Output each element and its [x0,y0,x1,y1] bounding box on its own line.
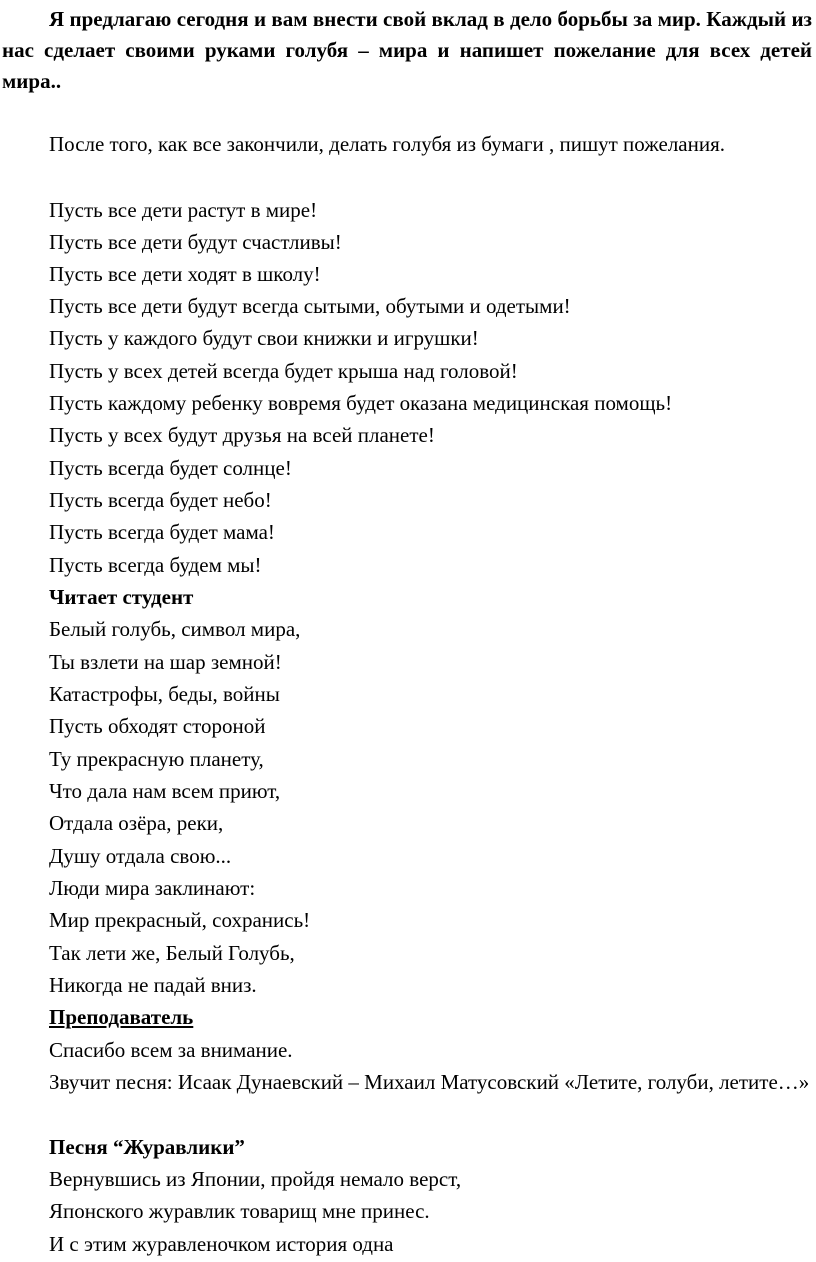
wish-line: Пусть все дети ходят в школу! [49,262,321,286]
wish-line: Пусть у всех детей всегда будет крыша над головой! [49,359,518,383]
poem-line: Отдала озёра, реки, [49,811,224,835]
wish-line: Пусть всегда будет солнце! [49,456,292,480]
wish-line: Пусть всегда будет мама! [49,520,275,544]
thanks-line: Спасибо всем за внимание. [49,1038,293,1062]
song-line: И с этим журавленочком история одна [49,1232,394,1256]
intro-paragraph: Я предлагаю сегодня и вам внести свой вклад в дело борьбы за мир. Каждый из нас сделает своими руками голубя – мира и напишет пожелание для всех детей мира.. [2,7,812,93]
poem-line: Пусть обходят стороной [49,714,266,738]
poem-line: Так лети же, Белый Голубь, [49,941,295,965]
wish-line: Пусть каждому ребенку вовремя будет оказана медицинская помощь! [49,391,673,415]
after-paragraph: После того, как все закончили, делать голубя из бумаги , пишут пожелания. [49,132,725,156]
wish-line: Пусть у каждого будут свои книжки и игрушки! [49,326,479,350]
poem-line: Душу отдала свою... [49,844,232,868]
wish-line: Пусть все дети растут в мире! [49,198,318,222]
poem-line: Никогда не падай вниз. [49,973,257,997]
teacher-heading: Преподаватель [49,1005,194,1029]
wish-line: Пусть у всех будут друзья на всей планете! [49,423,435,447]
wish-line: Пусть всегда будем мы! [49,553,262,577]
poem-line: Что дала нам всем приют, [49,779,281,803]
song-line: Вернувшись из Японии, пройдя немало верст, [49,1167,462,1191]
poem-line: Ты взлети на шар земной! [49,650,282,674]
poem-line: Люди мира заклинают: [49,876,256,900]
poem-line: Катастрофы, беды, войны [49,682,280,706]
poem-line: Мир прекрасный, сохранись! [49,908,311,932]
song-intro-paragraph: Звучит песня: Исаак Дунаевский – Михаил Матусовский «Летите, голуби, летите…» [49,1070,810,1094]
song-line: Японского журавлик товарищ мне принес. [49,1199,430,1223]
student-heading: Читает студент [49,585,194,609]
wish-line: Пусть все дети будут всегда сытыми, обутыми и одетыми! [49,294,571,318]
wish-line: Пусть все дети будут счастливы! [49,230,342,254]
poem-line: Белый голубь, символ мира, [49,617,301,641]
wish-line: Пусть всегда будет небо! [49,488,272,512]
poem-line: Ту прекрасную планету, [49,747,264,771]
song-heading: Песня “Журавлики” [49,1135,245,1159]
